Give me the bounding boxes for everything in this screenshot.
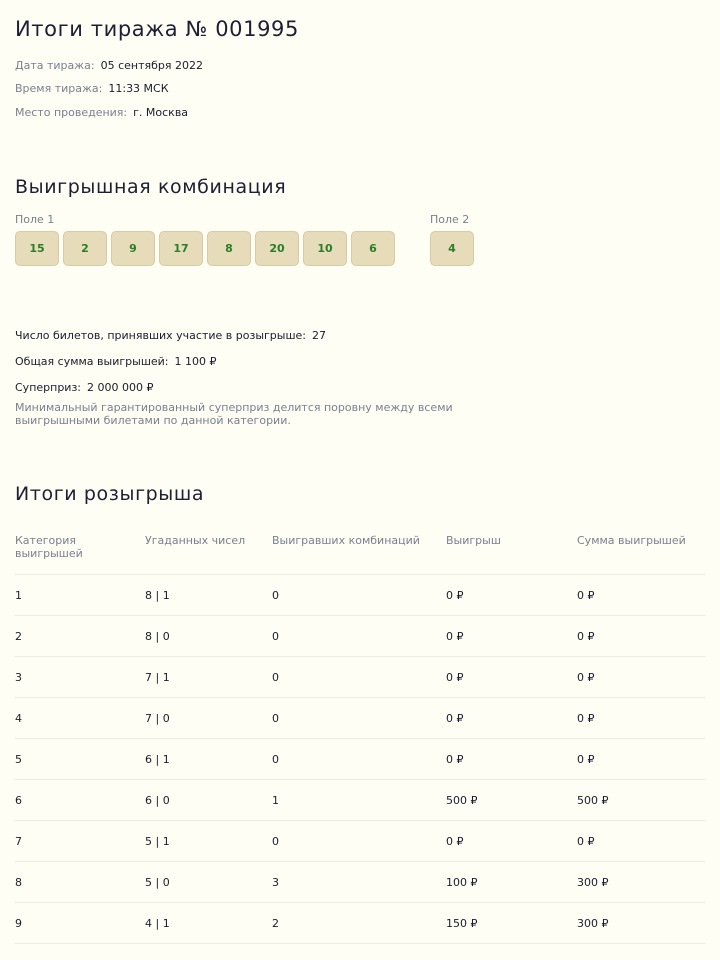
total-winnings bbox=[15, 355, 217, 368]
table-row bbox=[15, 698, 705, 739]
meta-label: Время тиража: bbox=[15, 82, 103, 95]
column-header: Выигравших комбинаций bbox=[272, 534, 420, 547]
table-cell: 7 | 0 bbox=[145, 698, 272, 739]
combination-title: Выигрышная комбинация bbox=[15, 176, 287, 198]
table-cell: 6 bbox=[15, 780, 145, 821]
table-cell: 0 ₽ bbox=[577, 657, 705, 698]
stat-label: Число билетов, принявших участие в розыгрыше: bbox=[15, 329, 307, 342]
table-cell: 150 ₽ bbox=[446, 903, 577, 944]
table-cell: 0 bbox=[272, 739, 446, 780]
table-row bbox=[15, 657, 705, 698]
column-header: Угаданных чисел bbox=[145, 534, 246, 547]
table-cell: 4 bbox=[15, 698, 145, 739]
table-cell: 8 | 1 bbox=[145, 575, 272, 616]
table-row bbox=[15, 780, 705, 821]
table-cell: 300 ₽ bbox=[577, 862, 705, 903]
table-row bbox=[15, 739, 705, 780]
table-cell: 500 ₽ bbox=[577, 780, 705, 821]
ball: 17 bbox=[159, 231, 203, 266]
meta-draw-time bbox=[15, 82, 169, 95]
table-cell: 6 | 1 bbox=[145, 739, 272, 780]
table-cell: 2 bbox=[15, 616, 145, 657]
ball: 4 bbox=[430, 231, 474, 266]
table-cell: 5 | 0 bbox=[145, 862, 272, 903]
table-cell: 5 | 1 bbox=[145, 821, 272, 862]
ball: 20 bbox=[255, 231, 299, 266]
field1-balls bbox=[15, 231, 395, 266]
table-cell: 300 ₽ bbox=[577, 903, 705, 944]
field1-label: Поле 1 bbox=[15, 213, 55, 226]
table-row bbox=[15, 903, 705, 944]
table-cell: 0 ₽ bbox=[577, 739, 705, 780]
field2-label: Поле 2 bbox=[430, 213, 470, 226]
table-row bbox=[15, 862, 705, 903]
stat-value: 27 bbox=[312, 329, 327, 342]
meta-value: г. Москва bbox=[133, 106, 189, 119]
table-cell: 3 bbox=[15, 657, 145, 698]
meta-label: Дата тиража: bbox=[15, 59, 95, 72]
table-cell: 8 | 0 bbox=[145, 616, 272, 657]
table-cell: 6 | 0 bbox=[145, 780, 272, 821]
table-cell: 0 ₽ bbox=[577, 698, 705, 739]
results-table bbox=[15, 530, 705, 944]
meta-draw-place bbox=[15, 106, 188, 119]
table-row bbox=[15, 616, 705, 657]
meta-label: Место проведения: bbox=[15, 106, 128, 119]
table-cell: 1 bbox=[15, 575, 145, 616]
table-cell: 1 bbox=[272, 780, 446, 821]
table-cell: 100 ₽ bbox=[446, 862, 577, 903]
ball: 8 bbox=[207, 231, 251, 266]
table-cell: 0 bbox=[272, 657, 446, 698]
ball: 10 bbox=[303, 231, 347, 266]
superprize bbox=[15, 381, 154, 394]
table-cell: 7 | 1 bbox=[145, 657, 272, 698]
table-cell: 0 ₽ bbox=[577, 821, 705, 862]
column-header: Сумма выигрышей bbox=[577, 534, 686, 547]
table-cell: 3 bbox=[272, 862, 446, 903]
stat-label: Общая сумма выигрышей: bbox=[15, 355, 169, 368]
meta-value: 11:33 МСК bbox=[108, 82, 169, 95]
table-cell: 500 ₽ bbox=[446, 780, 577, 821]
table-cell: 0 bbox=[272, 698, 446, 739]
table-cell: 0 ₽ bbox=[446, 739, 577, 780]
table-cell: 8 bbox=[15, 862, 145, 903]
ball: 2 bbox=[63, 231, 107, 266]
table-cell: 0 bbox=[272, 575, 446, 616]
table-cell: 0 ₽ bbox=[446, 821, 577, 862]
superprize-note: Минимальный гарантированный суперприз делится поровну между всеми выигрышными билетами по данной категории. bbox=[15, 401, 453, 427]
table-cell: 4 | 1 bbox=[145, 903, 272, 944]
table-cell: 0 ₽ bbox=[577, 616, 705, 657]
table-cell: 0 ₽ bbox=[446, 616, 577, 657]
stat-value: 2 000 000 ₽ bbox=[87, 381, 154, 394]
table-cell: 0 ₽ bbox=[577, 575, 705, 616]
ball: 15 bbox=[15, 231, 59, 266]
ball: 6 bbox=[351, 231, 395, 266]
page-title: Итоги тиража № 001995 bbox=[15, 17, 299, 41]
table-row bbox=[15, 821, 705, 862]
field2-balls bbox=[430, 231, 474, 266]
table-row bbox=[15, 575, 705, 616]
table-cell: 2 bbox=[272, 903, 446, 944]
stat-value: 1 100 ₽ bbox=[174, 355, 217, 368]
ball: 9 bbox=[111, 231, 155, 266]
column-header: Выигрыш bbox=[446, 534, 501, 547]
table-cell: 0 bbox=[272, 821, 446, 862]
table-cell: 0 ₽ bbox=[446, 698, 577, 739]
table-cell: 0 bbox=[272, 616, 446, 657]
table-cell: 5 bbox=[15, 739, 145, 780]
column-header: Категория выигрышей bbox=[15, 534, 83, 560]
stat-label: Суперприз: bbox=[15, 381, 82, 394]
meta-value: 05 сентября 2022 bbox=[100, 59, 204, 72]
table-header-row bbox=[15, 530, 705, 575]
meta-draw-date bbox=[15, 59, 203, 72]
tickets-count bbox=[15, 329, 326, 342]
table-cell: 0 ₽ bbox=[446, 657, 577, 698]
table-cell: 9 bbox=[15, 903, 145, 944]
table-cell: 0 ₽ bbox=[446, 575, 577, 616]
results-title: Итоги розыгрыша bbox=[15, 483, 205, 505]
table-cell: 7 bbox=[15, 821, 145, 862]
